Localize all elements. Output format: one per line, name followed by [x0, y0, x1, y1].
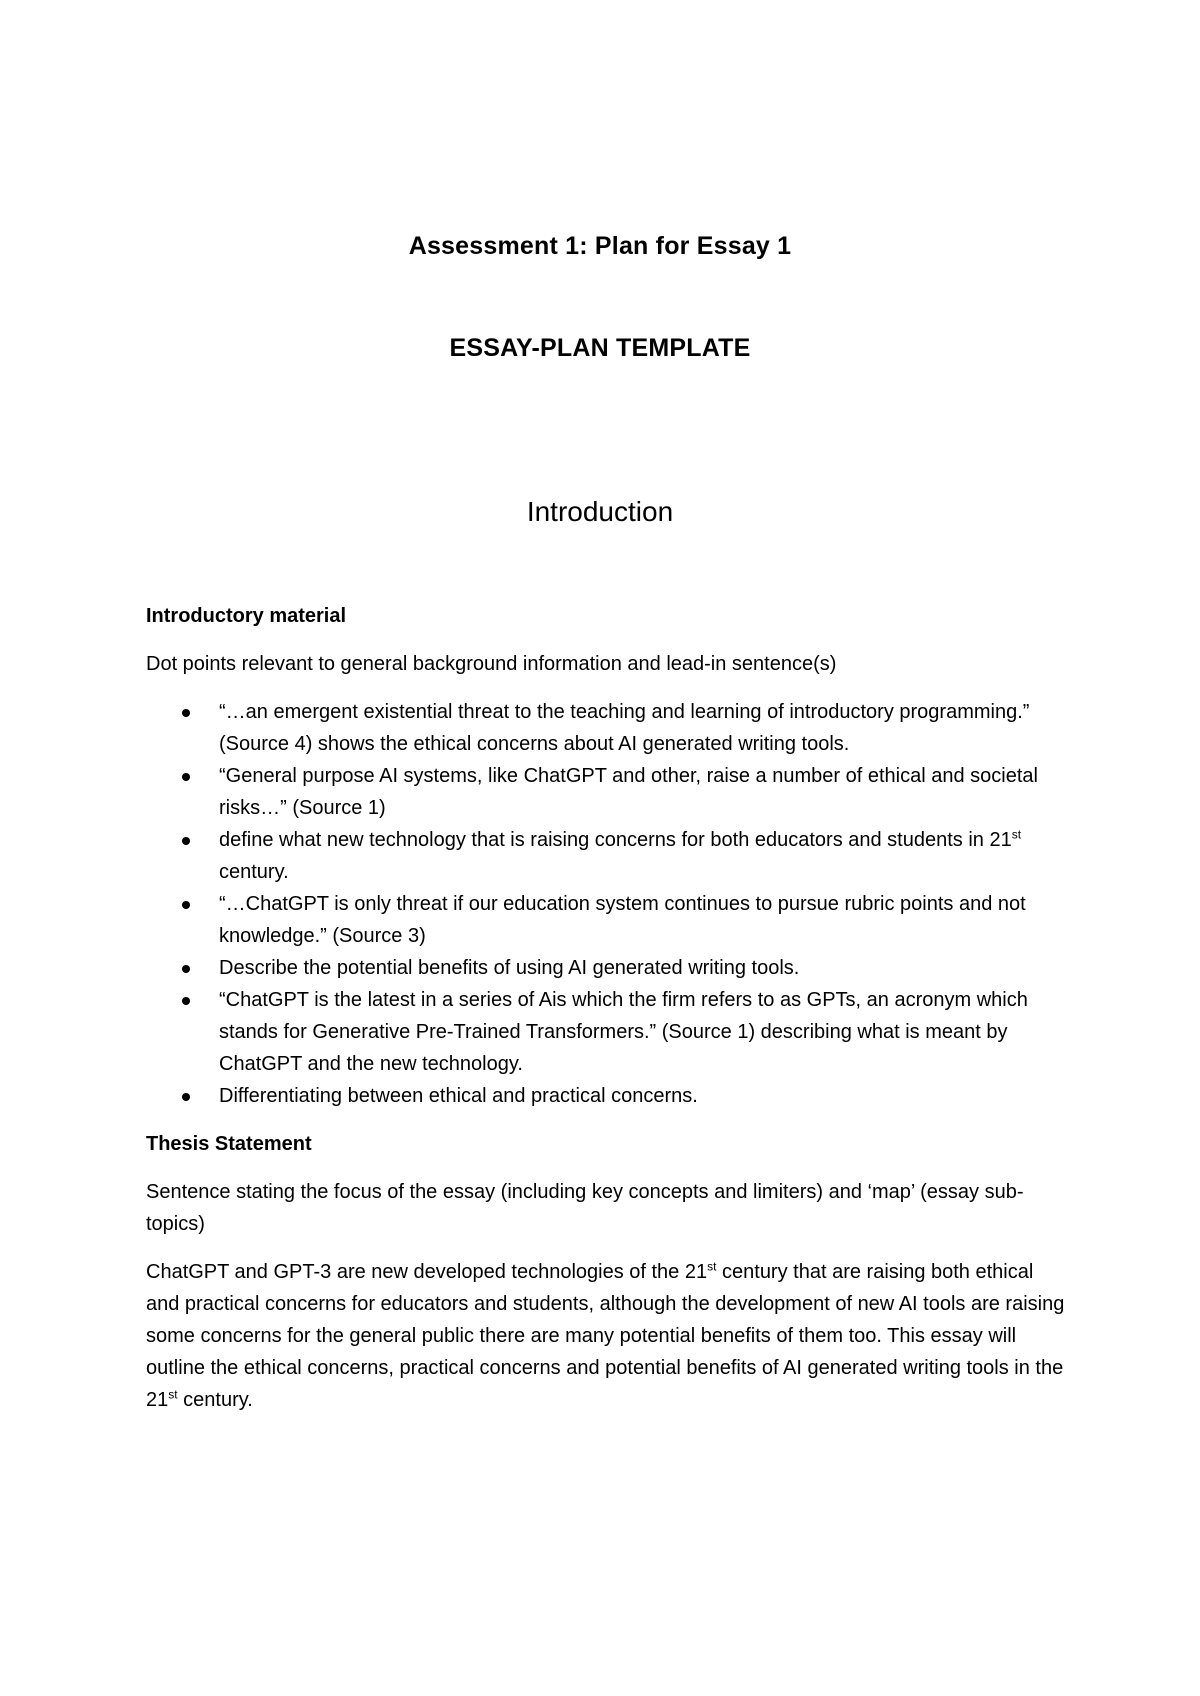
bullet-dot-icon [182, 997, 190, 1005]
bullet-item [146, 824, 1066, 888]
bullet-text: “General purpose AI systems, like ChatGPT and other, raise a number of ethical and societal risks…” (Source 1) [219, 765, 1038, 819]
bullet-dot-icon [182, 709, 190, 717]
bullet-item [146, 696, 1066, 760]
bullet-dot-icon [182, 965, 190, 973]
bullet-text: “…an emergent existential threat to the teaching and learning of introductory programming.” (Source 4) shows the ethical concerns about AI generated writing tools. [219, 701, 1030, 755]
introductory-material-instruction: Dot points relevant to general background information and lead-in sentence(s) [146, 653, 837, 675]
bullet-dot-icon [182, 901, 190, 909]
bullet-text: Differentiating between ethical and practical concerns. [219, 1085, 698, 1107]
ordinal-suffix: st [707, 1259, 717, 1274]
bullet-text [219, 829, 1021, 883]
bullet-text: “…ChatGPT is only threat if our education system continues to pursue rubric points and not knowledge.” (Source 3) [219, 893, 1026, 947]
document-title: Assessment 1: Plan for Essay 1 [408, 232, 792, 260]
bullet-text: “ChatGPT is the latest in a series of Ais which the firm refers to as GPTs, an acronym which stands for Generative Pre-Trained Transformers.” (Source 1) describing what is meant by ChatGPT and the new technology. [219, 989, 1028, 1075]
bullet-text-part: define what new technology that is raising concerns for both educators and students in 21 [219, 829, 1012, 851]
section-title-introduction: Introduction [526, 496, 674, 527]
introductory-material-heading: Introductory material [146, 605, 347, 627]
bullet-dot-icon [182, 837, 190, 845]
bullet-item [146, 760, 1066, 824]
bullet-item [146, 1080, 1066, 1112]
thesis-instruction: Sentence stating the focus of the essay (including key concepts and limiters) and ‘map’ (essay sub-topics) [146, 1181, 1024, 1235]
thesis-text-part: century. [177, 1389, 253, 1411]
bullet-dot-icon [182, 1093, 190, 1101]
bullet-item [146, 888, 1066, 952]
bullet-item [146, 984, 1066, 1080]
thesis-statement-heading: Thesis Statement [146, 1133, 312, 1155]
bullet-item [146, 952, 1066, 984]
ordinal-suffix: st [168, 1387, 178, 1402]
thesis-statement [146, 1256, 1066, 1416]
bullet-text-part: century. [219, 861, 289, 883]
thesis-text-part: ChatGPT and GPT-3 are new developed technologies of the 21 [146, 1261, 708, 1283]
document-subtitle: ESSAY-PLAN TEMPLATE [449, 334, 751, 362]
bullet-text: Describe the potential benefits of using AI generated writing tools. [219, 957, 800, 979]
document-body [146, 600, 1066, 1432]
ordinal-suffix: st [1011, 827, 1022, 842]
bullet-dot-icon [182, 773, 190, 781]
introductory-bullet-list [146, 696, 1066, 1112]
thesis-text-part: century that are raising both ethical and practical concerns for educators and students, although the development of new AI tools are raising some concerns for the general public there are many potential benefits of them too. This essay will outline the ethical concerns, practical concerns and potential benefits of AI generated writing tools in the 21 [146, 1261, 1065, 1411]
